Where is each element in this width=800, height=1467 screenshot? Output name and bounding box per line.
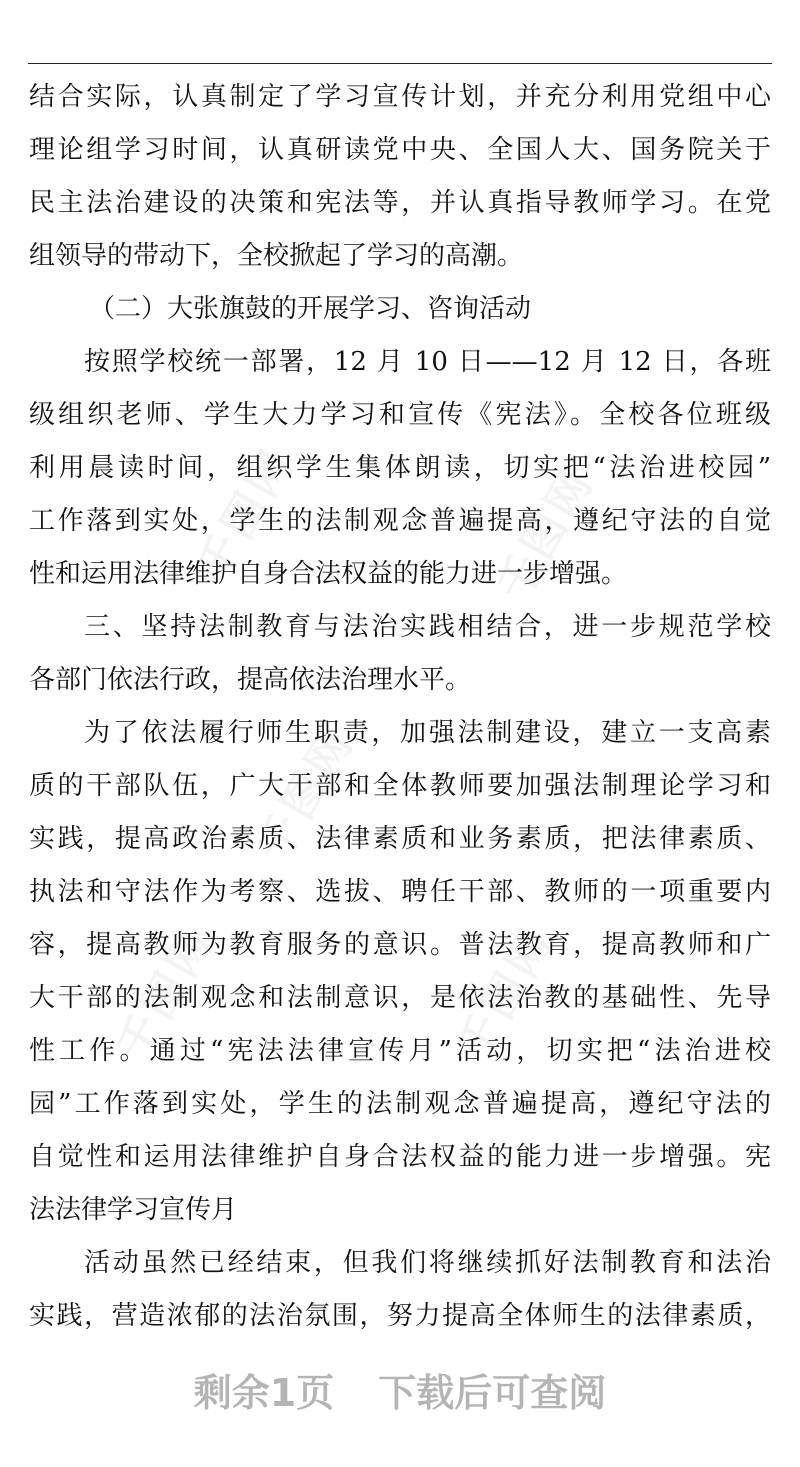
text-line: 园”工作落到实处，学生的法制观念普遍提高，遵纪守法的 xyxy=(29,1089,771,1119)
text-line: 各部门依法行政，提高依法治理水平。 xyxy=(29,665,472,695)
text-line: 实践，提高政治素质、法律素质和业务素质，把法律素质、 xyxy=(29,824,771,854)
text-line: 实践，营造浓郁的法治氛围，努力提高全体师生的法律素质， xyxy=(29,1301,771,1331)
watermark: 千图网 xyxy=(247,719,364,870)
watermark: 千图网 xyxy=(187,439,304,590)
text-line: 性工作。通过“宪法法律宣传月”活动，切实把“法治进校 xyxy=(29,1036,771,1066)
text-line: 三、坚持法制教育与法治实践相结合，进一步规范学校 xyxy=(84,612,771,642)
download-prompt-label[interactable]: 下载后可查阅 xyxy=(378,1371,607,1415)
text-line: 按照学校统一部署，12 月 10 日——12 月 12 日，各班 xyxy=(84,347,771,377)
text-line: 理论组学习时间，认真研读党中央、全国人大、国务院关于 xyxy=(29,135,771,165)
text-line: 为了依法履行师生职责，加强法制建设，建立一支高素 xyxy=(84,718,771,748)
text-line: 容，提高教师为教育服务的意识。普法教育，提高教师和广 xyxy=(29,930,771,960)
watermark: 千图网 xyxy=(107,919,224,1070)
text-line: 性和运用法律维护自身合法权益的能力进一步增强。 xyxy=(29,559,628,589)
text-line: 质的干部队伍，广大干部和全体教师要加强法制理论学习和 xyxy=(29,771,771,801)
text-line: 活动虽然已经结束，但我们将继续抓好法制教育和法治 xyxy=(84,1248,771,1278)
text-line: 利用晨读时间，组织学生集体朗读，切实把“法治进校园” xyxy=(29,453,771,483)
watermark: 千图网 xyxy=(487,459,604,610)
header-rule xyxy=(28,63,772,64)
section-heading: （二）大张旗鼓的开展学习、咨询活动 xyxy=(89,294,532,324)
remaining-pages-label: 剩余1页 xyxy=(193,1371,335,1415)
watermark: 千图网 xyxy=(447,919,564,1070)
download-banner[interactable] xyxy=(0,1362,800,1417)
text-line: 级组织老师、学生大力学习和宣传《宪法》。全校各位班级 xyxy=(29,400,771,430)
text-line: 执法和守法作为考察、选拔、聘任干部、教师的一项重要内 xyxy=(29,877,771,907)
text-line: 民主法治建设的决策和宪法等，并认真指导教师学习。在党 xyxy=(29,188,771,218)
text-line: 自觉性和运用法律维护自身合法权益的能力进一步增强。宪 xyxy=(29,1142,771,1172)
text-line: 结合实际，认真制定了学习宣传计划，并充分利用党组中心 xyxy=(29,82,771,112)
text-line: 组领导的带动下，全校掀起了学习的高潮。 xyxy=(29,241,524,271)
text-line: 法法律学习宣传月 xyxy=(29,1195,238,1225)
document-body xyxy=(29,71,771,1343)
text-line: 大干部的法制观念和法制意识，是依法治教的基础性、先导 xyxy=(29,983,771,1013)
text-line: 工作落到实处，学生的法制观念普遍提高，遵纪守法的自觉 xyxy=(29,506,771,536)
